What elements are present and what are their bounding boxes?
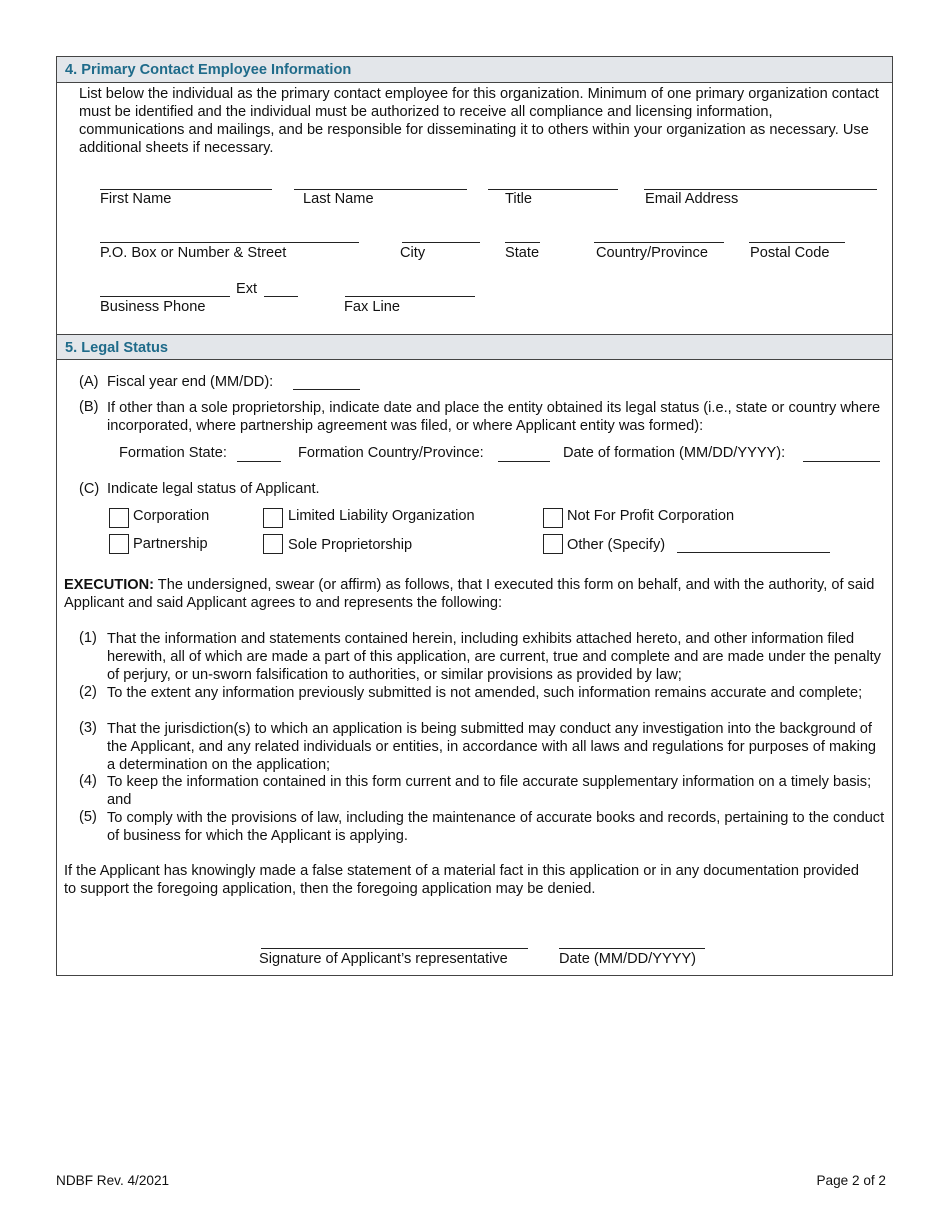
sole-proprietorship-label: Sole Proprietorship <box>288 537 413 553</box>
state-field[interactable] <box>505 242 540 243</box>
ext-field[interactable] <box>264 296 298 297</box>
section-4-title: 4. Primary Contact Employee Information <box>65 62 352 78</box>
signature-date-label: Date (MM/DD/YYYY) <box>559 951 697 967</box>
city-label: City <box>400 245 426 261</box>
false-statement-warning: If the Applicant has knowingly made a false statement of a material fact in this application or in any documentation provided to support the foregoing application, then the foregoing application may be denied. <box>64 863 860 897</box>
item-1-number: (1) <box>79 630 97 646</box>
city-field[interactable] <box>402 242 480 243</box>
section-5-title: 5. Legal Status <box>65 340 168 356</box>
fiscal-year-label: Fiscal year end (MM/DD): <box>107 374 274 390</box>
formation-state-field[interactable] <box>237 461 281 462</box>
item-5-text: To comply with the provisions of law, including the maintenance of accurate books and records, pertaining to the conduct of business for which the Applicant is applying. <box>107 810 885 844</box>
formation-country-label: Formation Country/Province: <box>298 445 484 461</box>
item-1-text: That the information and statements contained herein, including exhibits attached hereto, and other information filed herewith, all of which are made a part of this application, are current, true and complete and are made under the penalty of perjury, or un-sworn falsification to authorities, or similar provisions as provided by law; <box>107 631 881 683</box>
item-2-number: (2) <box>79 684 97 700</box>
item-c-text: Indicate legal status of Applicant. <box>107 481 320 497</box>
page-number: Page 2 of 2 <box>816 1173 886 1188</box>
title-label: Title <box>505 191 533 207</box>
fax-field[interactable] <box>345 296 475 297</box>
street-label: P.O. Box or Number & Street <box>100 245 287 261</box>
item-3-number: (3) <box>79 720 97 736</box>
postal-code-label: Postal Code <box>750 245 830 261</box>
sole-proprietorship-checkbox[interactable] <box>263 534 283 554</box>
item-b-label: (B) <box>79 399 99 415</box>
fiscal-year-field[interactable] <box>293 389 360 390</box>
last-name-field[interactable] <box>294 189 467 190</box>
item-5-number: (5) <box>79 809 97 825</box>
llo-label: Limited Liability Organization <box>288 508 475 524</box>
formation-date-field[interactable] <box>803 461 880 462</box>
formation-country-field[interactable] <box>498 461 550 462</box>
item-3-text: That the jurisdiction(s) to which an application is being submitted may conduct any investigation into the background of the Applicant, and any related individuals or entities, in accordance with all laws and regulations for purposes of making a determination on the application; <box>107 721 877 773</box>
execution-intro <box>64 576 886 612</box>
corporation-label: Corporation <box>133 508 210 524</box>
first-name-field[interactable] <box>100 189 272 190</box>
application-form <box>56 56 893 976</box>
last-name-label: Last Name <box>303 191 374 207</box>
first-name-label: First Name <box>100 191 172 207</box>
execution-intro-text: The undersigned, swear (or affirm) as follows, that I executed this form on behalf, and with the authority, of said Applicant and said Applicant agrees to and represents the following: <box>64 577 875 611</box>
signature-label: Signature of Applicant’s representative <box>259 951 508 967</box>
other-checkbox[interactable] <box>543 534 563 554</box>
partnership-checkbox[interactable] <box>109 534 129 554</box>
execution-heading: EXECUTION: <box>64 577 154 593</box>
partnership-label: Partnership <box>133 536 208 552</box>
item-b-text: If other than a sole proprietorship, indicate date and place the entity obtained its legal status (i.e., state or country where incorporated, where partnership agreement was filed, or where Applicant entity was formed): <box>107 400 881 434</box>
revision-label: NDBF Rev. 4/2021 <box>56 1173 170 1188</box>
llo-checkbox[interactable] <box>263 508 283 528</box>
item-2-text: To the extent any information previously submitted is not amended, such information remains accurate and complete; <box>107 685 863 701</box>
item-4-text: To keep the information contained in this form current and to file accurate supplementary information on a timely basis; and <box>107 774 872 808</box>
section-4-header <box>57 57 892 83</box>
item-a-label: (A) <box>79 374 99 390</box>
item-c-label: (C) <box>79 481 100 497</box>
fax-label: Fax Line <box>344 299 400 315</box>
section-4-intro: List below the individual as the primary contact employee for this organization. Minimum of one primary organization contact must be identified and the individual must be authorized to receive all compliance and licensing information, communications and mailings, and be responsible for disseminating it to others within your organization as necessary. Use additional sheets if necessary. <box>79 86 879 156</box>
business-phone-field[interactable] <box>100 296 230 297</box>
email-field[interactable] <box>644 189 877 190</box>
ext-label: Ext <box>236 281 258 297</box>
section-5-header <box>57 334 892 360</box>
postal-code-field[interactable] <box>749 242 845 243</box>
item-4-number: (4) <box>79 773 97 789</box>
country-label: Country/Province <box>596 245 708 261</box>
corporation-checkbox[interactable] <box>109 508 129 528</box>
country-field[interactable] <box>594 242 724 243</box>
nfp-checkbox[interactable] <box>543 508 563 528</box>
email-label: Email Address <box>645 191 739 207</box>
nfp-label: Not For Profit Corporation <box>567 508 735 524</box>
formation-state-label: Formation State: <box>119 445 227 461</box>
other-specify-field[interactable] <box>677 552 830 553</box>
signature-field[interactable] <box>261 948 528 949</box>
formation-date-label: Date of formation (MM/DD/YYYY): <box>563 445 786 461</box>
street-field[interactable] <box>100 242 359 243</box>
other-label: Other (Specify) <box>567 537 666 553</box>
state-label: State <box>505 245 540 261</box>
title-field[interactable] <box>488 189 618 190</box>
signature-date-field[interactable] <box>559 948 705 949</box>
business-phone-label: Business Phone <box>100 299 206 315</box>
